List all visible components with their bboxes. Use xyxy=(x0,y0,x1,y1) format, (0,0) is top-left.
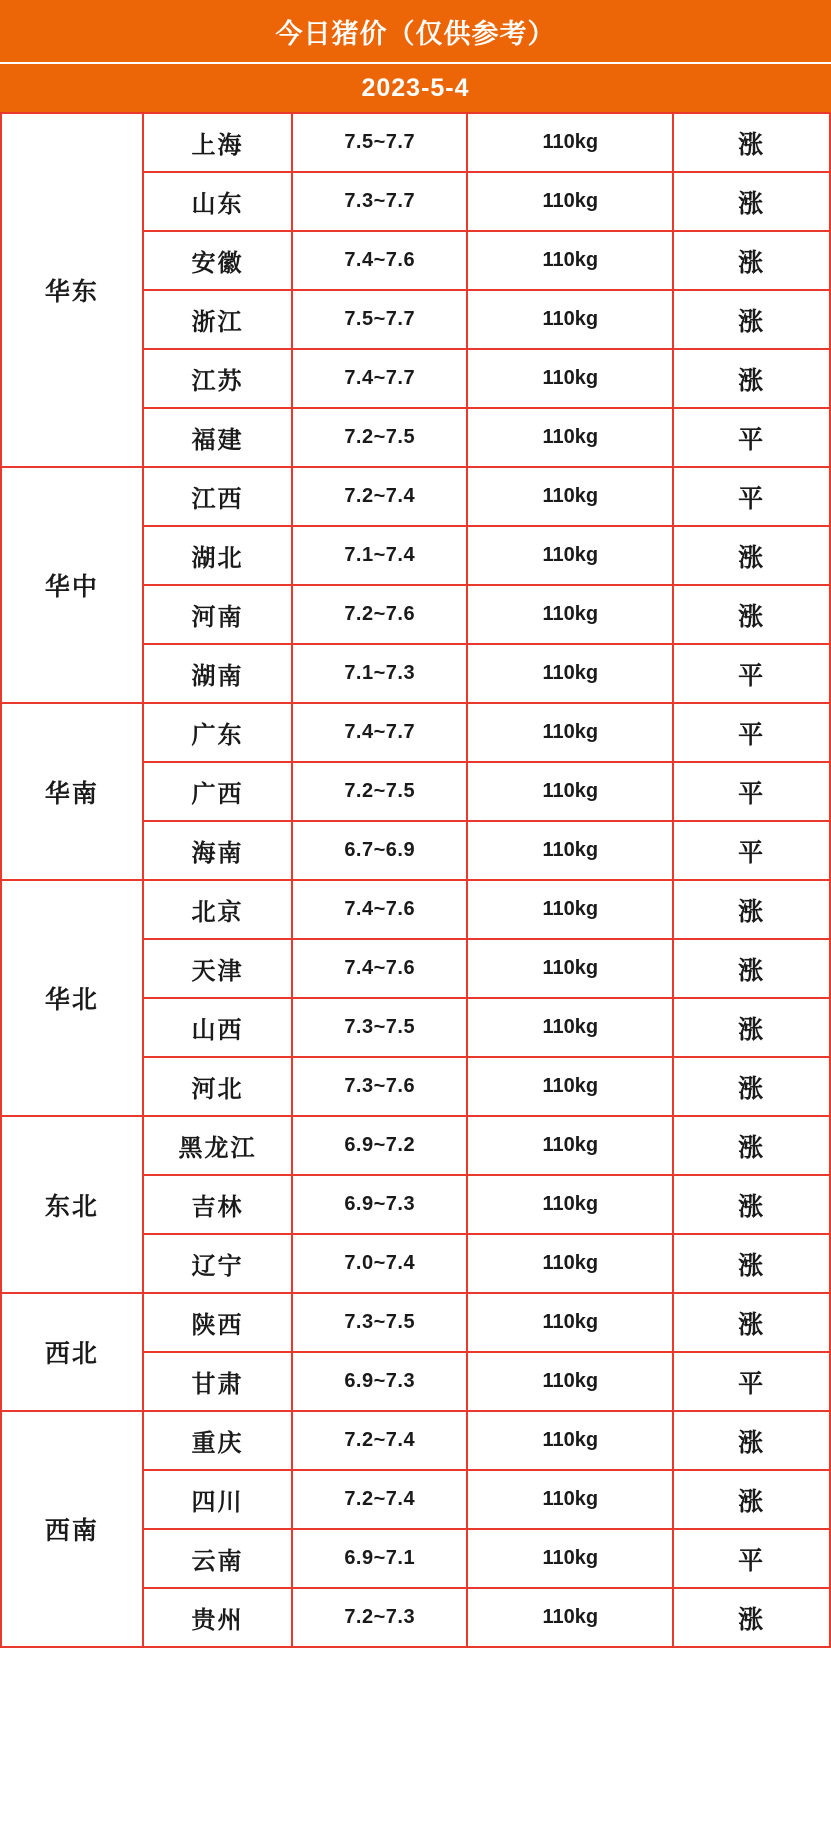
price-cell: 7.2~7.3 xyxy=(292,1588,467,1647)
trend-cell: 涨 xyxy=(673,349,830,408)
price-cell: 7.4~7.6 xyxy=(292,939,467,998)
weight-cell: 110kg xyxy=(467,644,673,703)
weight-cell: 110kg xyxy=(467,526,673,585)
trend-cell: 涨 xyxy=(673,526,830,585)
price-cell: 7.3~7.7 xyxy=(292,172,467,231)
province-cell: 上海 xyxy=(143,113,292,172)
price-cell: 7.2~7.4 xyxy=(292,1470,467,1529)
price-cell: 7.2~7.5 xyxy=(292,408,467,467)
province-cell: 山西 xyxy=(143,998,292,1057)
weight-cell: 110kg xyxy=(467,290,673,349)
trend-cell: 涨 xyxy=(673,290,830,349)
trend-cell: 涨 xyxy=(673,113,830,172)
trend-cell: 涨 xyxy=(673,1411,830,1470)
price-cell: 7.0~7.4 xyxy=(292,1234,467,1293)
table-row xyxy=(1,703,830,762)
trend-cell: 平 xyxy=(673,821,830,880)
weight-cell: 110kg xyxy=(467,1352,673,1411)
table-row xyxy=(1,467,830,526)
price-cell: 6.7~6.9 xyxy=(292,821,467,880)
region-cell: 西南 xyxy=(1,1411,143,1647)
price-cell: 6.9~7.1 xyxy=(292,1529,467,1588)
province-cell: 福建 xyxy=(143,408,292,467)
province-cell: 陕西 xyxy=(143,1293,292,1352)
weight-cell: 110kg xyxy=(467,939,673,998)
province-cell: 浙江 xyxy=(143,290,292,349)
price-cell: 7.1~7.4 xyxy=(292,526,467,585)
weight-cell: 110kg xyxy=(467,998,673,1057)
province-cell: 广西 xyxy=(143,762,292,821)
region-cell: 东北 xyxy=(1,1116,143,1293)
province-cell: 湖北 xyxy=(143,526,292,585)
trend-cell: 涨 xyxy=(673,1234,830,1293)
trend-cell: 平 xyxy=(673,408,830,467)
province-cell: 云南 xyxy=(143,1529,292,1588)
region-cell: 华东 xyxy=(1,113,143,467)
province-cell: 四川 xyxy=(143,1470,292,1529)
price-table xyxy=(0,112,831,1648)
price-cell: 7.3~7.6 xyxy=(292,1057,467,1116)
province-cell: 江苏 xyxy=(143,349,292,408)
weight-cell: 110kg xyxy=(467,703,673,762)
trend-cell: 涨 xyxy=(673,231,830,290)
trend-cell: 涨 xyxy=(673,1470,830,1529)
report-date-text: 2023-5-4 xyxy=(361,73,470,102)
page-title xyxy=(0,0,831,64)
trend-cell: 平 xyxy=(673,1352,830,1411)
price-cell: 7.2~7.5 xyxy=(292,762,467,821)
weight-cell: 110kg xyxy=(467,1470,673,1529)
price-table-body xyxy=(1,113,830,1647)
trend-cell: 涨 xyxy=(673,1175,830,1234)
weight-cell: 110kg xyxy=(467,821,673,880)
trend-cell: 平 xyxy=(673,467,830,526)
weight-cell: 110kg xyxy=(467,1116,673,1175)
weight-cell: 110kg xyxy=(467,1293,673,1352)
price-cell: 7.2~7.6 xyxy=(292,585,467,644)
trend-cell: 涨 xyxy=(673,880,830,939)
table-row xyxy=(1,113,830,172)
province-cell: 河北 xyxy=(143,1057,292,1116)
province-cell: 安徽 xyxy=(143,231,292,290)
price-cell: 7.5~7.7 xyxy=(292,290,467,349)
report-date xyxy=(0,64,831,112)
price-cell: 7.3~7.5 xyxy=(292,1293,467,1352)
price-cell: 7.4~7.7 xyxy=(292,703,467,762)
weight-cell: 110kg xyxy=(467,1234,673,1293)
province-cell: 湖南 xyxy=(143,644,292,703)
region-cell: 华南 xyxy=(1,703,143,880)
price-cell: 6.9~7.2 xyxy=(292,1116,467,1175)
weight-cell: 110kg xyxy=(467,1529,673,1588)
weight-cell: 110kg xyxy=(467,467,673,526)
region-cell: 西北 xyxy=(1,1293,143,1411)
province-cell: 天津 xyxy=(143,939,292,998)
weight-cell: 110kg xyxy=(467,408,673,467)
province-cell: 贵州 xyxy=(143,1588,292,1647)
table-row xyxy=(1,880,830,939)
price-cell: 7.2~7.4 xyxy=(292,1411,467,1470)
province-cell: 北京 xyxy=(143,880,292,939)
trend-cell: 平 xyxy=(673,703,830,762)
weight-cell: 110kg xyxy=(467,113,673,172)
trend-cell: 涨 xyxy=(673,172,830,231)
province-cell: 重庆 xyxy=(143,1411,292,1470)
province-cell: 江西 xyxy=(143,467,292,526)
price-cell: 6.9~7.3 xyxy=(292,1175,467,1234)
weight-cell: 110kg xyxy=(467,1588,673,1647)
province-cell: 甘肃 xyxy=(143,1352,292,1411)
trend-cell: 涨 xyxy=(673,1116,830,1175)
weight-cell: 110kg xyxy=(467,880,673,939)
province-cell: 河南 xyxy=(143,585,292,644)
trend-cell: 平 xyxy=(673,1529,830,1588)
price-cell: 7.4~7.6 xyxy=(292,880,467,939)
province-cell: 辽宁 xyxy=(143,1234,292,1293)
weight-cell: 110kg xyxy=(467,1411,673,1470)
price-cell: 7.4~7.7 xyxy=(292,349,467,408)
price-cell: 7.1~7.3 xyxy=(292,644,467,703)
weight-cell: 110kg xyxy=(467,585,673,644)
trend-cell: 涨 xyxy=(673,1057,830,1116)
province-cell: 山东 xyxy=(143,172,292,231)
trend-cell: 涨 xyxy=(673,939,830,998)
price-cell: 7.2~7.4 xyxy=(292,467,467,526)
weight-cell: 110kg xyxy=(467,231,673,290)
price-cell: 7.3~7.5 xyxy=(292,998,467,1057)
weight-cell: 110kg xyxy=(467,762,673,821)
trend-cell: 涨 xyxy=(673,585,830,644)
trend-cell: 涨 xyxy=(673,1293,830,1352)
weight-cell: 110kg xyxy=(467,1057,673,1116)
region-cell: 华中 xyxy=(1,467,143,703)
province-cell: 黑龙江 xyxy=(143,1116,292,1175)
trend-cell: 平 xyxy=(673,762,830,821)
table-row xyxy=(1,1411,830,1470)
price-cell: 6.9~7.3 xyxy=(292,1352,467,1411)
weight-cell: 110kg xyxy=(467,349,673,408)
region-cell: 华北 xyxy=(1,880,143,1116)
page-title-text: 今日猪价（仅供参考） xyxy=(275,18,556,49)
province-cell: 吉林 xyxy=(143,1175,292,1234)
trend-cell: 平 xyxy=(673,644,830,703)
weight-cell: 110kg xyxy=(467,172,673,231)
trend-cell: 涨 xyxy=(673,998,830,1057)
trend-cell: 涨 xyxy=(673,1588,830,1647)
province-cell: 广东 xyxy=(143,703,292,762)
weight-cell: 110kg xyxy=(467,1175,673,1234)
table-row xyxy=(1,1116,830,1175)
price-cell: 7.4~7.6 xyxy=(292,231,467,290)
price-cell: 7.5~7.7 xyxy=(292,113,467,172)
province-cell: 海南 xyxy=(143,821,292,880)
table-row xyxy=(1,1293,830,1352)
